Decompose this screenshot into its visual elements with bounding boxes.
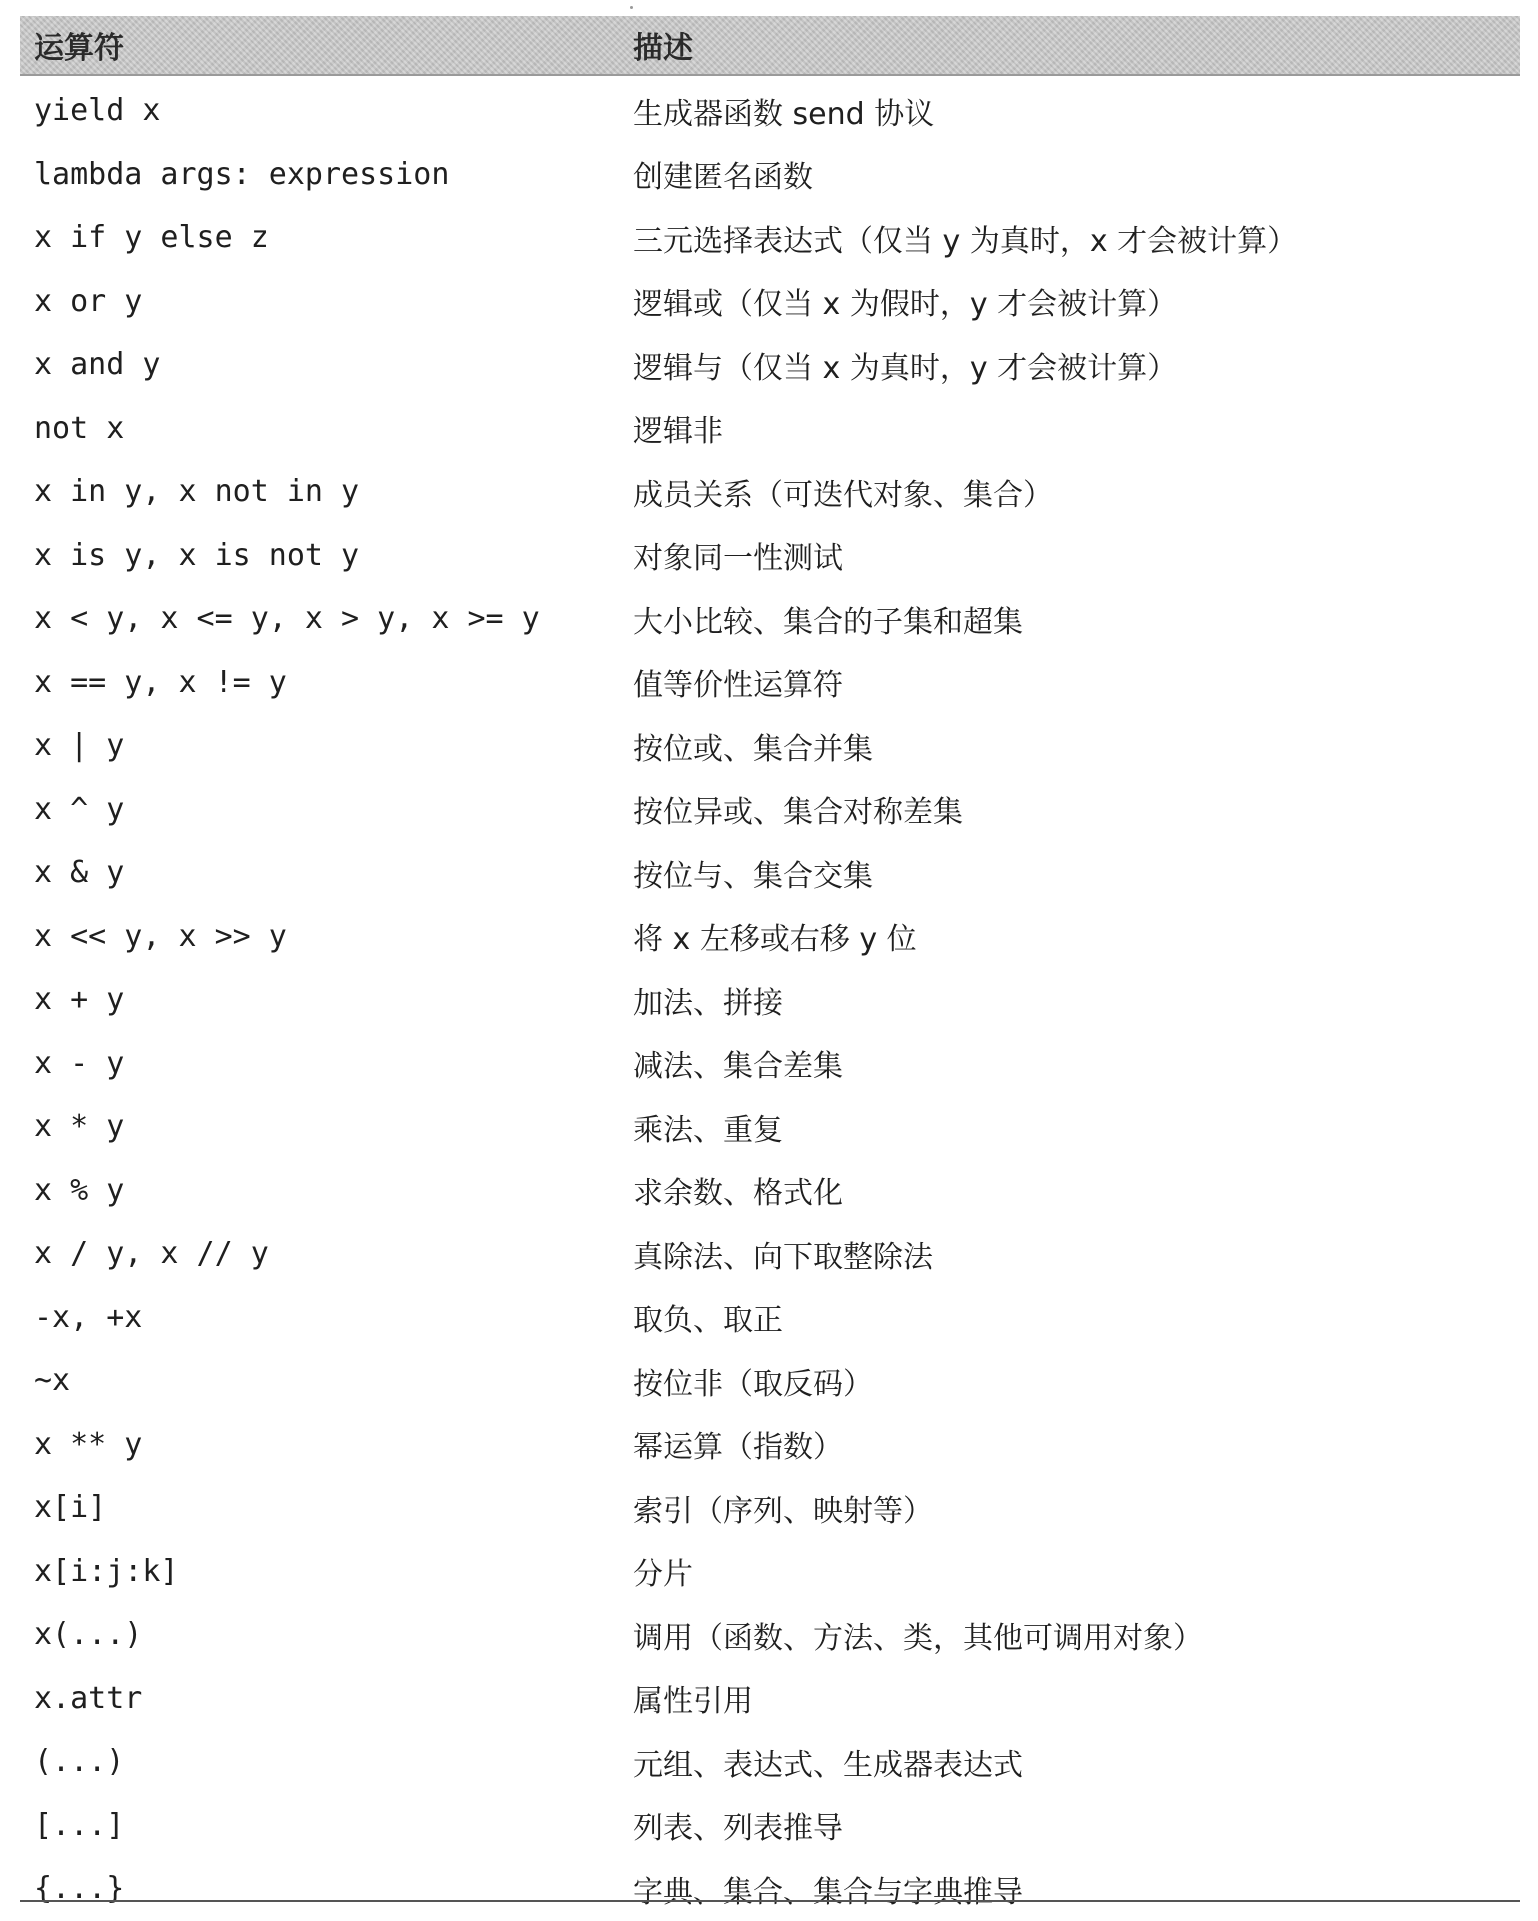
operator-cell: x is y, x is not y <box>34 537 360 573</box>
operator-cell: x or y <box>34 283 143 319</box>
description-cell: 创建匿名函数 <box>633 160 813 196</box>
table-header <box>20 16 1520 76</box>
description-cell: 求余数、格式化 <box>633 1176 843 1212</box>
operator-cell: x.attr <box>34 1680 143 1716</box>
operator-cell: ~x <box>34 1363 71 1399</box>
table-row <box>20 1540 1520 1604</box>
description-cell: 分片 <box>633 1557 693 1593</box>
description-cell: 对象同一性测试 <box>633 541 843 577</box>
operator-cell: [...] <box>34 1807 125 1843</box>
operator-table <box>20 16 1520 1921</box>
operator-cell: x in y, x not in y <box>34 474 360 510</box>
operator-cell: x * y <box>34 1109 125 1145</box>
table-row <box>20 714 1520 778</box>
table-row <box>20 270 1520 334</box>
operator-cell: lambda args: expression <box>34 156 450 192</box>
description-cell: 逻辑或（仅当 x 为假时，y 才会被计算） <box>633 287 1178 323</box>
description-cell: 值等价性运算符 <box>633 668 843 704</box>
table-row <box>20 1730 1520 1794</box>
operator-cell: -x, +x <box>34 1299 143 1335</box>
table-row <box>20 143 1520 207</box>
operator-cell: yield x <box>34 93 161 129</box>
table-body <box>20 76 1520 1921</box>
operator-cell: x[i:j:k] <box>34 1553 179 1589</box>
table-row <box>20 333 1520 397</box>
table-row <box>20 206 1520 270</box>
operator-cell: x == y, x != y <box>34 664 287 700</box>
description-cell: 取负、取正 <box>633 1303 783 1339</box>
description-cell: 按位与、集合交集 <box>633 858 873 894</box>
bottom-rule <box>20 1900 1520 1902</box>
operator-cell: x / y, x // y <box>34 1236 269 1272</box>
description-cell: 逻辑非 <box>633 414 723 450</box>
operator-cell: x ** y <box>34 1426 143 1462</box>
operator-cell: not x <box>34 410 125 446</box>
description-cell: 幂运算（指数） <box>633 1430 843 1466</box>
description-cell: 属性引用 <box>633 1684 753 1720</box>
description-cell: 按位非（取反码） <box>633 1366 873 1402</box>
operator-cell: (...) <box>34 1744 125 1780</box>
operator-cell: x < y, x <= y, x > y, x >= y <box>34 601 540 637</box>
table-row <box>20 1794 1520 1858</box>
operator-cell: x % y <box>34 1172 125 1208</box>
operator-cell: x and y <box>34 347 161 383</box>
table-row <box>20 651 1520 715</box>
operator-cell: x + y <box>34 982 125 1018</box>
description-cell: 元组、表达式、生成器表达式 <box>633 1747 1023 1783</box>
operator-cell: x[i] <box>34 1490 107 1526</box>
description-cell: 按位或、集合并集 <box>633 731 873 767</box>
operator-cell: x << y, x >> y <box>34 918 287 954</box>
scan-speck <box>630 6 633 9</box>
header-operator: 运算符 <box>34 31 124 66</box>
description-cell: 按位异或、集合对称差集 <box>633 795 963 831</box>
table-row <box>20 1667 1520 1731</box>
description-cell: 真除法、向下取整除法 <box>633 1239 933 1275</box>
table-row <box>20 1603 1520 1667</box>
table-row <box>20 1095 1520 1159</box>
description-cell: 大小比较、集合的子集和超集 <box>633 604 1023 640</box>
table-row <box>20 79 1520 143</box>
table-row <box>20 841 1520 905</box>
operator-cell: x(...) <box>34 1617 143 1653</box>
table-row <box>20 1222 1520 1286</box>
description-cell: 三元选择表达式（仅当 y 为真时，x 才会被计算） <box>633 223 1298 259</box>
operator-cell: x if y else z <box>34 220 269 256</box>
description-cell: 成员关系（可迭代对象、集合） <box>633 477 1053 513</box>
description-cell: 字典、集合、集合与字典推导 <box>633 1874 1023 1910</box>
description-cell: 将 x 左移或右移 y 位 <box>633 922 917 958</box>
table-row <box>20 1413 1520 1477</box>
description-cell: 加法、拼接 <box>633 985 783 1021</box>
table-row <box>20 397 1520 461</box>
table-row <box>20 1159 1520 1223</box>
table-row <box>20 1476 1520 1540</box>
table-row <box>20 1349 1520 1413</box>
operator-cell: x & y <box>34 855 125 891</box>
header-description: 描述 <box>633 31 693 66</box>
description-cell: 减法、集合差集 <box>633 1049 843 1085</box>
description-cell: 索引（序列、映射等） <box>633 1493 933 1529</box>
table-row <box>20 968 1520 1032</box>
description-cell: 列表、列表推导 <box>633 1811 843 1847</box>
operator-cell: x | y <box>34 728 125 764</box>
description-cell: 逻辑与（仅当 x 为真时，y 才会被计算） <box>633 350 1178 386</box>
description-cell: 调用（函数、方法、类，其他可调用对象） <box>633 1620 1203 1656</box>
table-row <box>20 1286 1520 1350</box>
table-row <box>20 587 1520 651</box>
table-row <box>20 1857 1520 1921</box>
table-row <box>20 524 1520 588</box>
description-cell: 生成器函数 send 协议 <box>633 96 935 132</box>
operator-cell: x ^ y <box>34 791 125 827</box>
description-cell: 乘法、重复 <box>633 1112 783 1148</box>
table-row <box>20 778 1520 842</box>
table-row <box>20 460 1520 524</box>
table-row <box>20 1032 1520 1096</box>
table-row <box>20 905 1520 969</box>
operator-cell: {...} <box>34 1871 125 1907</box>
operator-cell: x - y <box>34 1045 125 1081</box>
